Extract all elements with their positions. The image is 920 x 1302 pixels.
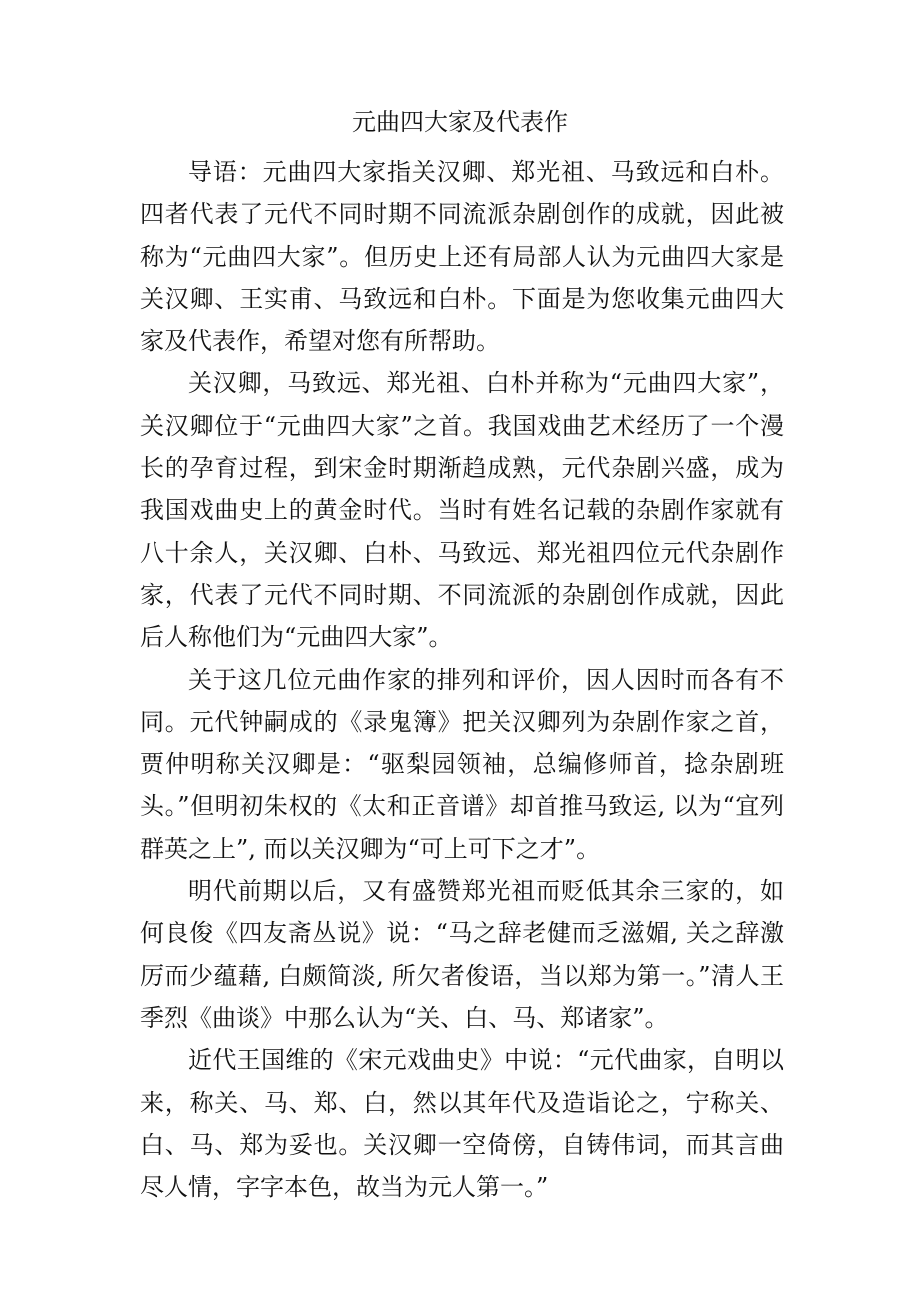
paragraph-guan-hanqing: 关汉卿，马致远、郑光祖、白朴并称为“元曲四大家”，关汉卿位于“元曲四大家”之首。我国戏曲艺术经历了一个漫长的孕育过程，到宋金时期渐趋成熟，元代杂剧兴盛，成为我国戏曲史上的黄金时代。当时有姓名记载的杂剧作家就有八十余人，关汉卿、白朴、马致远、郑光祖四位元代杂剧作家，代表了元代不同时期、不同流派的杂剧创作成就，因此后人称他们为“元曲四大家”。	[140, 369, 784, 652]
document-body	[140, 151, 784, 1208]
paragraph-wang-guowei: 近代王国维的《宋元戏曲史》中说：“元代曲家，自明以来，称关、马、郑、白，然以其年代及造诣论之，宁称关、白、马、郑为妥也。关汉卿一空倚傍，自铸伟词，而其言曲尽人情，字字本色，故当为元人第一。”	[140, 1046, 784, 1202]
paragraph-ming-dynasty: 明代前期以后，又有盛赞郑光祖而贬低其余三家的，如何良俊《四友斋丛说》说：“马之辞老健而乏滋媚, 关之辞激厉而少蕴藉, 白颇简淡, 所欠者俊语，当以郑为第一。”清人王季烈《曲谈》中那么认为“关、白、马、郑诸家”。	[140, 877, 784, 1032]
paragraph-ranking: 关于这几位元曲作家的排列和评价，因人因时而各有不同。元代钟嗣成的《录鬼簿》把关汉卿列为杂剧作家之首，贾仲明称关汉卿是：“驱梨园领袖，总编修师首，捻杂剧班头。”但明初朱权的《太和正音谱》却首推马致运, 以为“宜列群英之上”, 而以关汉卿为“可上可下之才”。	[140, 665, 784, 863]
document-title: 元曲四大家及代表作	[352, 108, 568, 136]
paragraph-intro: 导语：元曲四大家指关汉卿、郑光祖、马致远和白朴。四者代表了元代不同时期不同流派杂剧创作的成就，因此被称为“元曲四大家”。但历史上还有局部人认为元曲四大家是关汉卿、王实甫、马致远和白朴。下面是为您收集元曲四大家及代表作，希望对您有所帮助。	[140, 158, 784, 356]
